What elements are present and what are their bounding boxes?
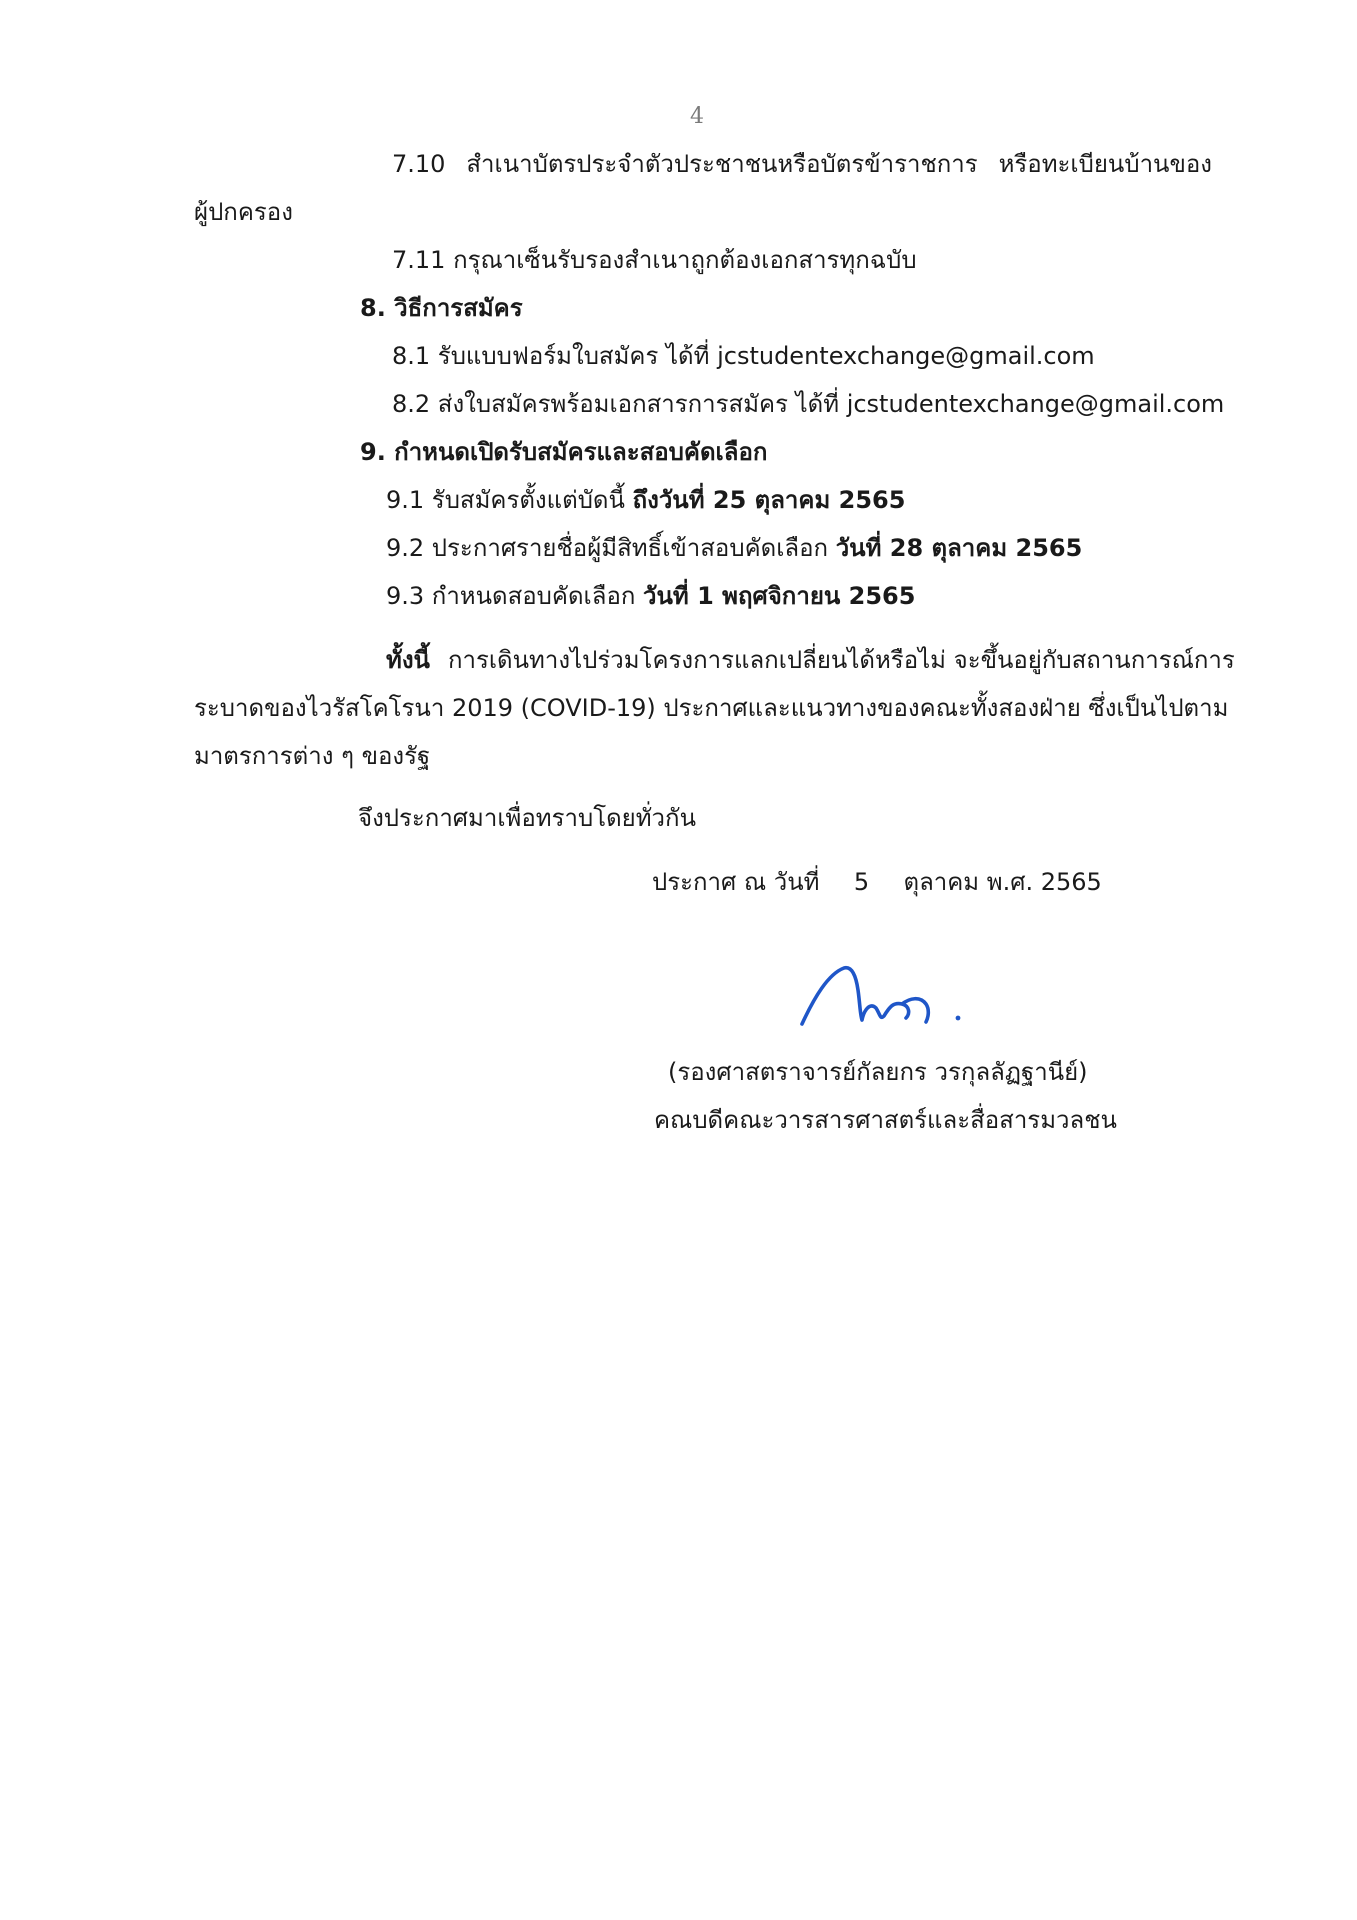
item-9-2-date: วันที่ 28 ตุลาคม 2565 xyxy=(835,534,1083,562)
date-prefix: ประกาศ ณ วันที่ xyxy=(652,868,820,896)
item-9-2 xyxy=(386,532,1082,564)
item-9-3-date: วันที่ 1 พฤศจิกายน 2565 xyxy=(643,582,916,610)
signer-title: คณบดีคณะวารสารศาสตร์และสื่อสารมวลชน xyxy=(654,1106,1117,1134)
item-7-11: 7.11 กรุณาเซ็นรับรองสำเนาถูกต้องเอกสารทุกฉบับ xyxy=(392,246,917,274)
item-9-3 xyxy=(386,580,915,612)
item-8-1: 8.1 รับแบบฟอร์มใบสมัคร ได้ที่ jcstudentexchange@gmail.com xyxy=(392,342,1095,370)
item-9-1 xyxy=(386,484,905,516)
item-8-2: 8.2 ส่งใบสมัครพร้อมเอกสารการสมัคร ได้ที่ jcstudentexchange@gmail.com xyxy=(392,390,1225,418)
page-number: 4 xyxy=(690,104,704,129)
announcement-date xyxy=(652,866,1102,898)
signature-image xyxy=(798,948,978,1040)
section-9-heading: 9. กำหนดเปิดรับสมัครและสอบคัดเลือก xyxy=(360,438,768,466)
note-lead: ทั้งนี้ xyxy=(386,646,430,674)
closing-text: จึงประกาศมาเพื่อทราบโดยทั่วกัน xyxy=(358,804,696,832)
item-7-10-line2: ผู้ปกครอง xyxy=(194,198,293,226)
section-8-heading: 8. วิธีการสมัคร xyxy=(360,294,523,322)
note-line1 xyxy=(386,644,1235,676)
note-line1-text: การเดินทางไปร่วมโครงการแลกเปลี่ยนได้หรือไม่ จะขึ้นอยู่กับสถานการณ์การ xyxy=(447,646,1235,674)
date-month-year: ตุลาคม พ.ศ. 2565 xyxy=(903,868,1102,896)
item-9-1-text: 9.1 รับสมัครตั้งแต่บัดนี้ xyxy=(386,486,633,514)
item-7-10-line1: 7.10 สำเนาบัตรประจำตัวประชาชนหรือบัตรข้าราชการ หรือทะเบียนบ้านของ xyxy=(392,150,1212,178)
signer-name: (รองศาสตราจารย์กัลยกร วรกุลลัฏฐานีย์) xyxy=(668,1058,1088,1086)
item-9-3-text: 9.3 กำหนดสอบคัดเลือก xyxy=(386,582,644,610)
note-line3: มาตรการต่าง ๆ ของรัฐ xyxy=(194,742,431,770)
note-line2: ระบาดของไวรัสโคโรนา 2019 (COVID-19) ประกาศและแนวทางของคณะทั้งสองฝ่าย ซึ่งเป็นไปตาม xyxy=(194,694,1229,722)
item-9-1-date: ถึงวันที่ 25 ตุลาคม 2565 xyxy=(632,486,906,514)
item-9-2-text: 9.2 ประกาศรายชื่อผู้มีสิทธิ์เข้าสอบคัดเลือก xyxy=(386,534,836,562)
date-day: 5 xyxy=(853,868,870,896)
